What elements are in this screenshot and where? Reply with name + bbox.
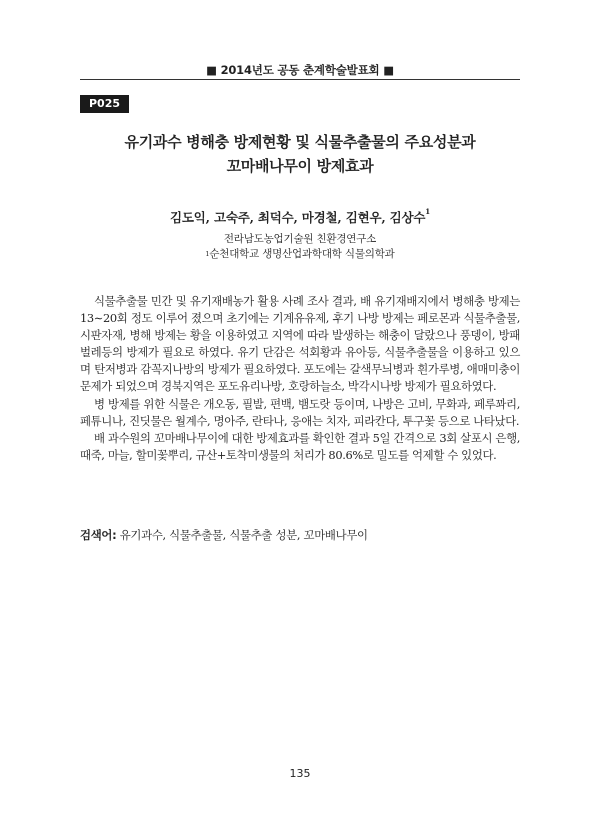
author-names: 김도익, 고숙주, 최덕수, 마경철, 김현우, 김상수 [170,210,426,225]
abstract-paragraph: 배 과수원의 꼬마배나무이에 대한 방제효과를 확인한 결과 5일 간격으로 3회 살포시 은행, 때죽, 마늘, 할미꽃뿌리, 규산+토착미생물의 처리가 80.6%로 밀도를 억제할 수 있었다. [80,430,520,462]
page-number: 135 [289,767,311,780]
author-list [80,208,520,226]
poster-code-badge: P025 [80,95,129,113]
paper-title [80,130,520,178]
abstract-paragraph: 식물추출물 민간 및 유기재배농가 활용 사례 조사 결과, 배 유기재배지에서 병해충 방제는 13∼20회 정도 이루어 졌으며 초기에는 기계유유제, 후기 나방 방제는 페로몬과 식물추출물, 시판자재, 병해 방제는 황을 이용하였고 지역에 따라 발생하는 해충이 달랐으나 풍뎅이, 방패벌레등의 방제가 필요로 하였다. 유기 단감은 석회황과 유아등, 식물추출물을 이용하고 있으며 탄저병과 감꼭지나방의 방제가 필요하였다. 포도에는 갈색무늬병과 흰가루병, 애매미충이 문제가 되었으며 경북지역은 포도유리나방, 호랑하늘소, 박각시나방 방제가 필요하였다. [80,294,520,394]
affiliation-2-mark: 1 [205,250,210,258]
keywords [80,527,520,543]
affiliation-2-text: 순천대학교 생명산업과학대학 식물의학과 [209,248,395,260]
keywords-label: 검색어: [80,528,117,542]
abstract-body [80,293,520,464]
affiliation-1: 전라남도농업기술원 친환경연구소 [223,233,377,245]
title-line-2: 꼬마배나무이 방제효과 [226,157,374,175]
keywords-text: 유기과수, 식물추출물, 식물추출 성분, 꼬마배나무이 [119,528,368,542]
title-line-1: 유기과수 병해충 방제현황 및 식물추출물의 주요성분과 [124,133,476,151]
author-affiliation-mark: 1 [425,207,430,216]
running-header: ■ 2014년도 공동 춘계학술발표회 ■ [206,63,394,77]
affiliations [80,232,520,262]
header-rule [80,79,520,80]
abstract-paragraph: 병 방제를 위한 식물은 개오동, 필발, 편백, 뱀도랏 등이며, 나방은 고비, 무화과, 페루꽈리, 페튜니나, 진딧물은 월계수, 명아주, 란타나, 응애는 치자, 피라칸다, 투구꽃 등으로 나타났다. [80,396,520,428]
affiliation-2 [80,247,520,262]
